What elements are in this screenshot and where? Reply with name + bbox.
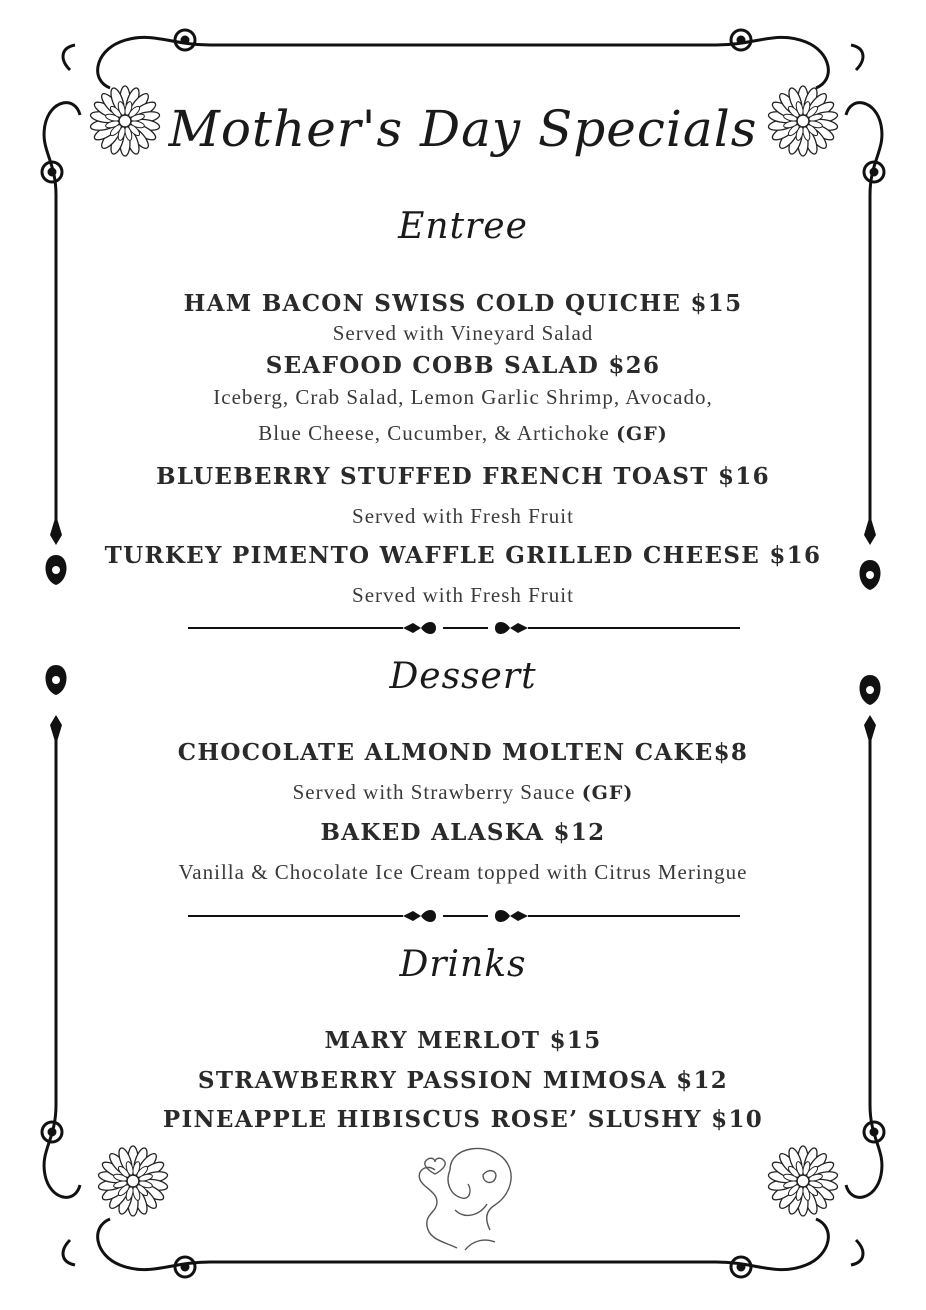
menu-item-desc-line <box>60 421 866 446</box>
menu-item-desc: Served with Strawberry Sauce <box>292 780 576 804</box>
menu-item-desc: Blue Cheese, Cucumber, & Artichoke <box>258 421 610 445</box>
menu-item-desc: Served with Fresh Fruit <box>352 504 574 528</box>
menu-item-desc: Served with Vineyard Salad <box>332 321 594 345</box>
gluten-free-tag: (GF) <box>616 423 668 445</box>
menu-item-name: TURKEY PIMENTO WAFFLE GRILLED CHEESE $16 <box>104 542 822 569</box>
daisy-icon <box>766 1144 840 1218</box>
menu-item-name: HAM BACON SWISS COLD QUICHE $15 <box>183 290 743 317</box>
daisy-icon <box>766 84 840 158</box>
mother-child-line-art-icon <box>405 1140 515 1260</box>
menu-item-name: MARY MERLOT $15 <box>324 1027 602 1054</box>
ornamental-divider <box>188 906 740 926</box>
section-title-drinks: Drinks <box>399 944 527 985</box>
section-title-entree: Entree <box>398 206 528 247</box>
section-title-dessert: Dessert <box>389 656 537 697</box>
menu-item-desc: Vanilla & Chocolate Ice Cream topped with Citrus Meringue <box>178 860 748 884</box>
menu-item-desc: Iceberg, Crab Salad, Lemon Garlic Shrimp, Avocado, <box>213 385 713 409</box>
daisy-icon <box>96 1144 170 1218</box>
menu-item-desc: Served with Fresh Fruit <box>352 583 574 607</box>
menu-item-desc-line <box>60 780 866 805</box>
menu-item-name: BLUEBERRY STUFFED FRENCH TOAST $16 <box>156 463 770 490</box>
ornamental-divider <box>188 618 740 638</box>
menu-item-name: SEAFOOD COBB SALAD $26 <box>265 352 661 379</box>
menu-item-name: STRAWBERRY PASSION MIMOSA $12 <box>197 1067 729 1094</box>
menu-item-name: CHOCOLATE ALMOND MOLTEN CAKE$8 <box>177 739 749 766</box>
page-title: Mother's Day Specials <box>168 100 758 158</box>
menu-item-name: PINEAPPLE HIBISCUS ROSE’ SLUSHY $10 <box>162 1106 764 1133</box>
gluten-free-tag: (GF) <box>581 782 634 804</box>
menu-item-name: BAKED ALASKA $12 <box>320 819 606 846</box>
